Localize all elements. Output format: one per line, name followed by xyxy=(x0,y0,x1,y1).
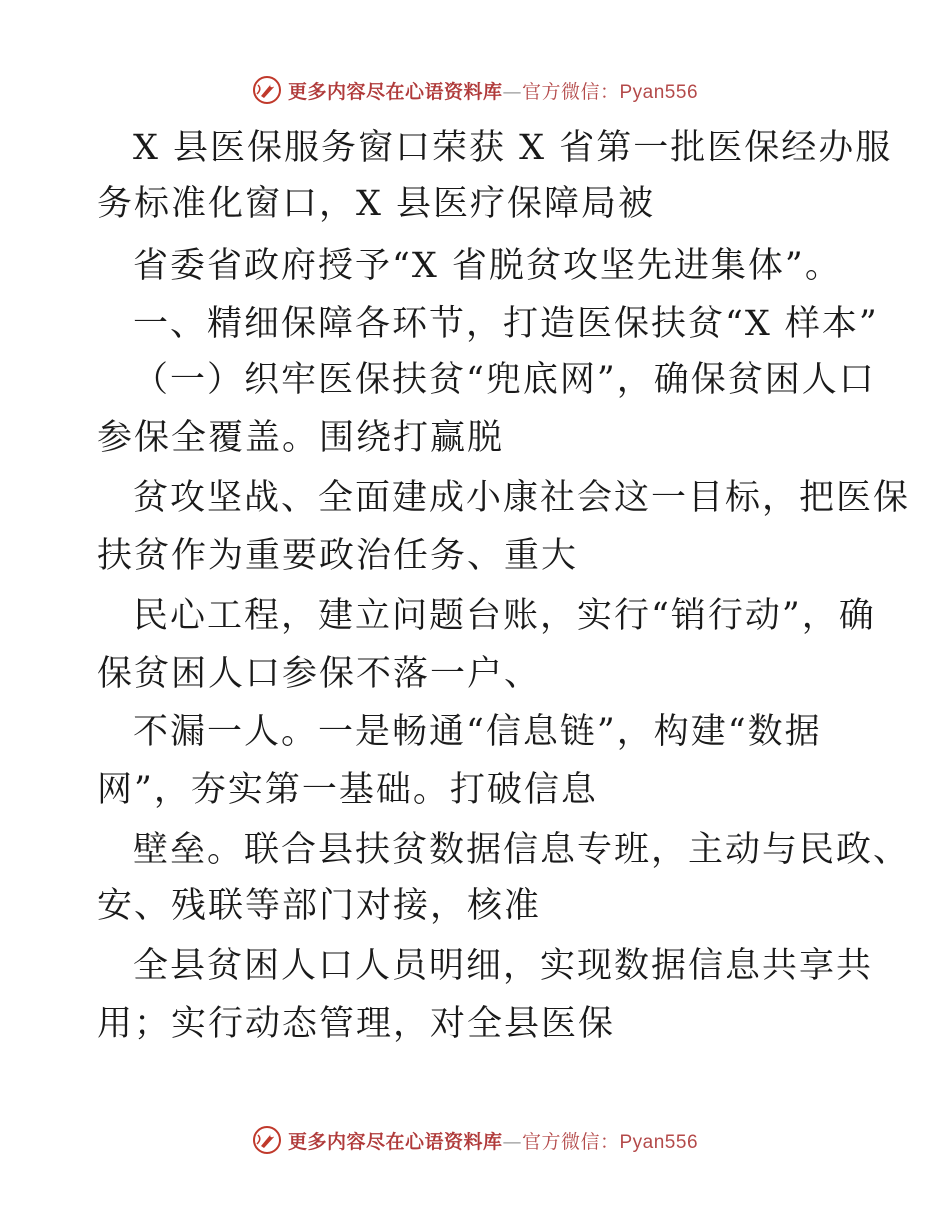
text-line-6: 参保全覆盖。围绕打赢脱 xyxy=(97,418,505,458)
watermark-wechat-id: Pyan556 xyxy=(619,81,699,103)
text-line-8: 扶贫作为重要政治任务、重大 xyxy=(97,536,579,576)
text-line-11: 不漏一人。一是畅通“信息链”，构建“数据 xyxy=(133,712,822,752)
watermark-site: 更多内容尽在心语资料库 xyxy=(287,1130,503,1153)
pen-nib-logo-icon xyxy=(252,1125,282,1155)
watermark-wechat-label: 官方微信： xyxy=(521,1130,620,1153)
text-line-16: 用；实行动态管理，对全县医保 xyxy=(97,1004,616,1044)
text-line-13: 壁垒。联合县扶贫数据信息专班，主动与民政、 xyxy=(133,830,911,870)
text-line-4: 一、精细保障各环节，打造医保扶贫“X 样本” xyxy=(133,304,879,344)
text-line-1: X 县医保服务窗口荣获 X 省第一批医保经办服 xyxy=(133,128,893,168)
watermark-site: 更多内容尽在心语资料库 xyxy=(287,80,503,103)
watermark-wechat-id: Pyan556 xyxy=(619,1131,699,1153)
text-line-3: 省委省政府授予“X 省脱贫攻坚先进集体”。 xyxy=(133,246,842,286)
pen-nib-logo-icon xyxy=(252,75,282,105)
text-line-15: 全县贫困人口人员明细，实现数据信息共享共 xyxy=(133,946,874,986)
watermark-text xyxy=(288,1127,698,1154)
header-watermark xyxy=(0,70,950,110)
text-line-5: （一）织牢医保扶贫“兜底网”，确保贫困人口 xyxy=(133,360,876,400)
footer-watermark xyxy=(0,1120,950,1160)
text-line-12: 网”，夯实第一基础。打破信息 xyxy=(97,770,598,810)
watermark-text xyxy=(288,77,698,104)
text-line-10: 保贫困人口参保不落一户、 xyxy=(97,654,542,694)
text-line-14: 安、残联等部门对接，核准 xyxy=(97,886,542,926)
watermark-dash: — xyxy=(502,80,522,103)
text-line-9: 民心工程，建立问题台账，实行“销行动”，确 xyxy=(133,596,876,636)
watermark-wechat-label: 官方微信： xyxy=(521,80,620,103)
text-line-2: 务标准化窗口，X 县医疗保障局被 xyxy=(97,184,656,224)
watermark-dash: — xyxy=(502,1130,522,1153)
text-line-7: 贫攻坚战、全面建成小康社会这一目标，把医保 xyxy=(133,478,911,518)
